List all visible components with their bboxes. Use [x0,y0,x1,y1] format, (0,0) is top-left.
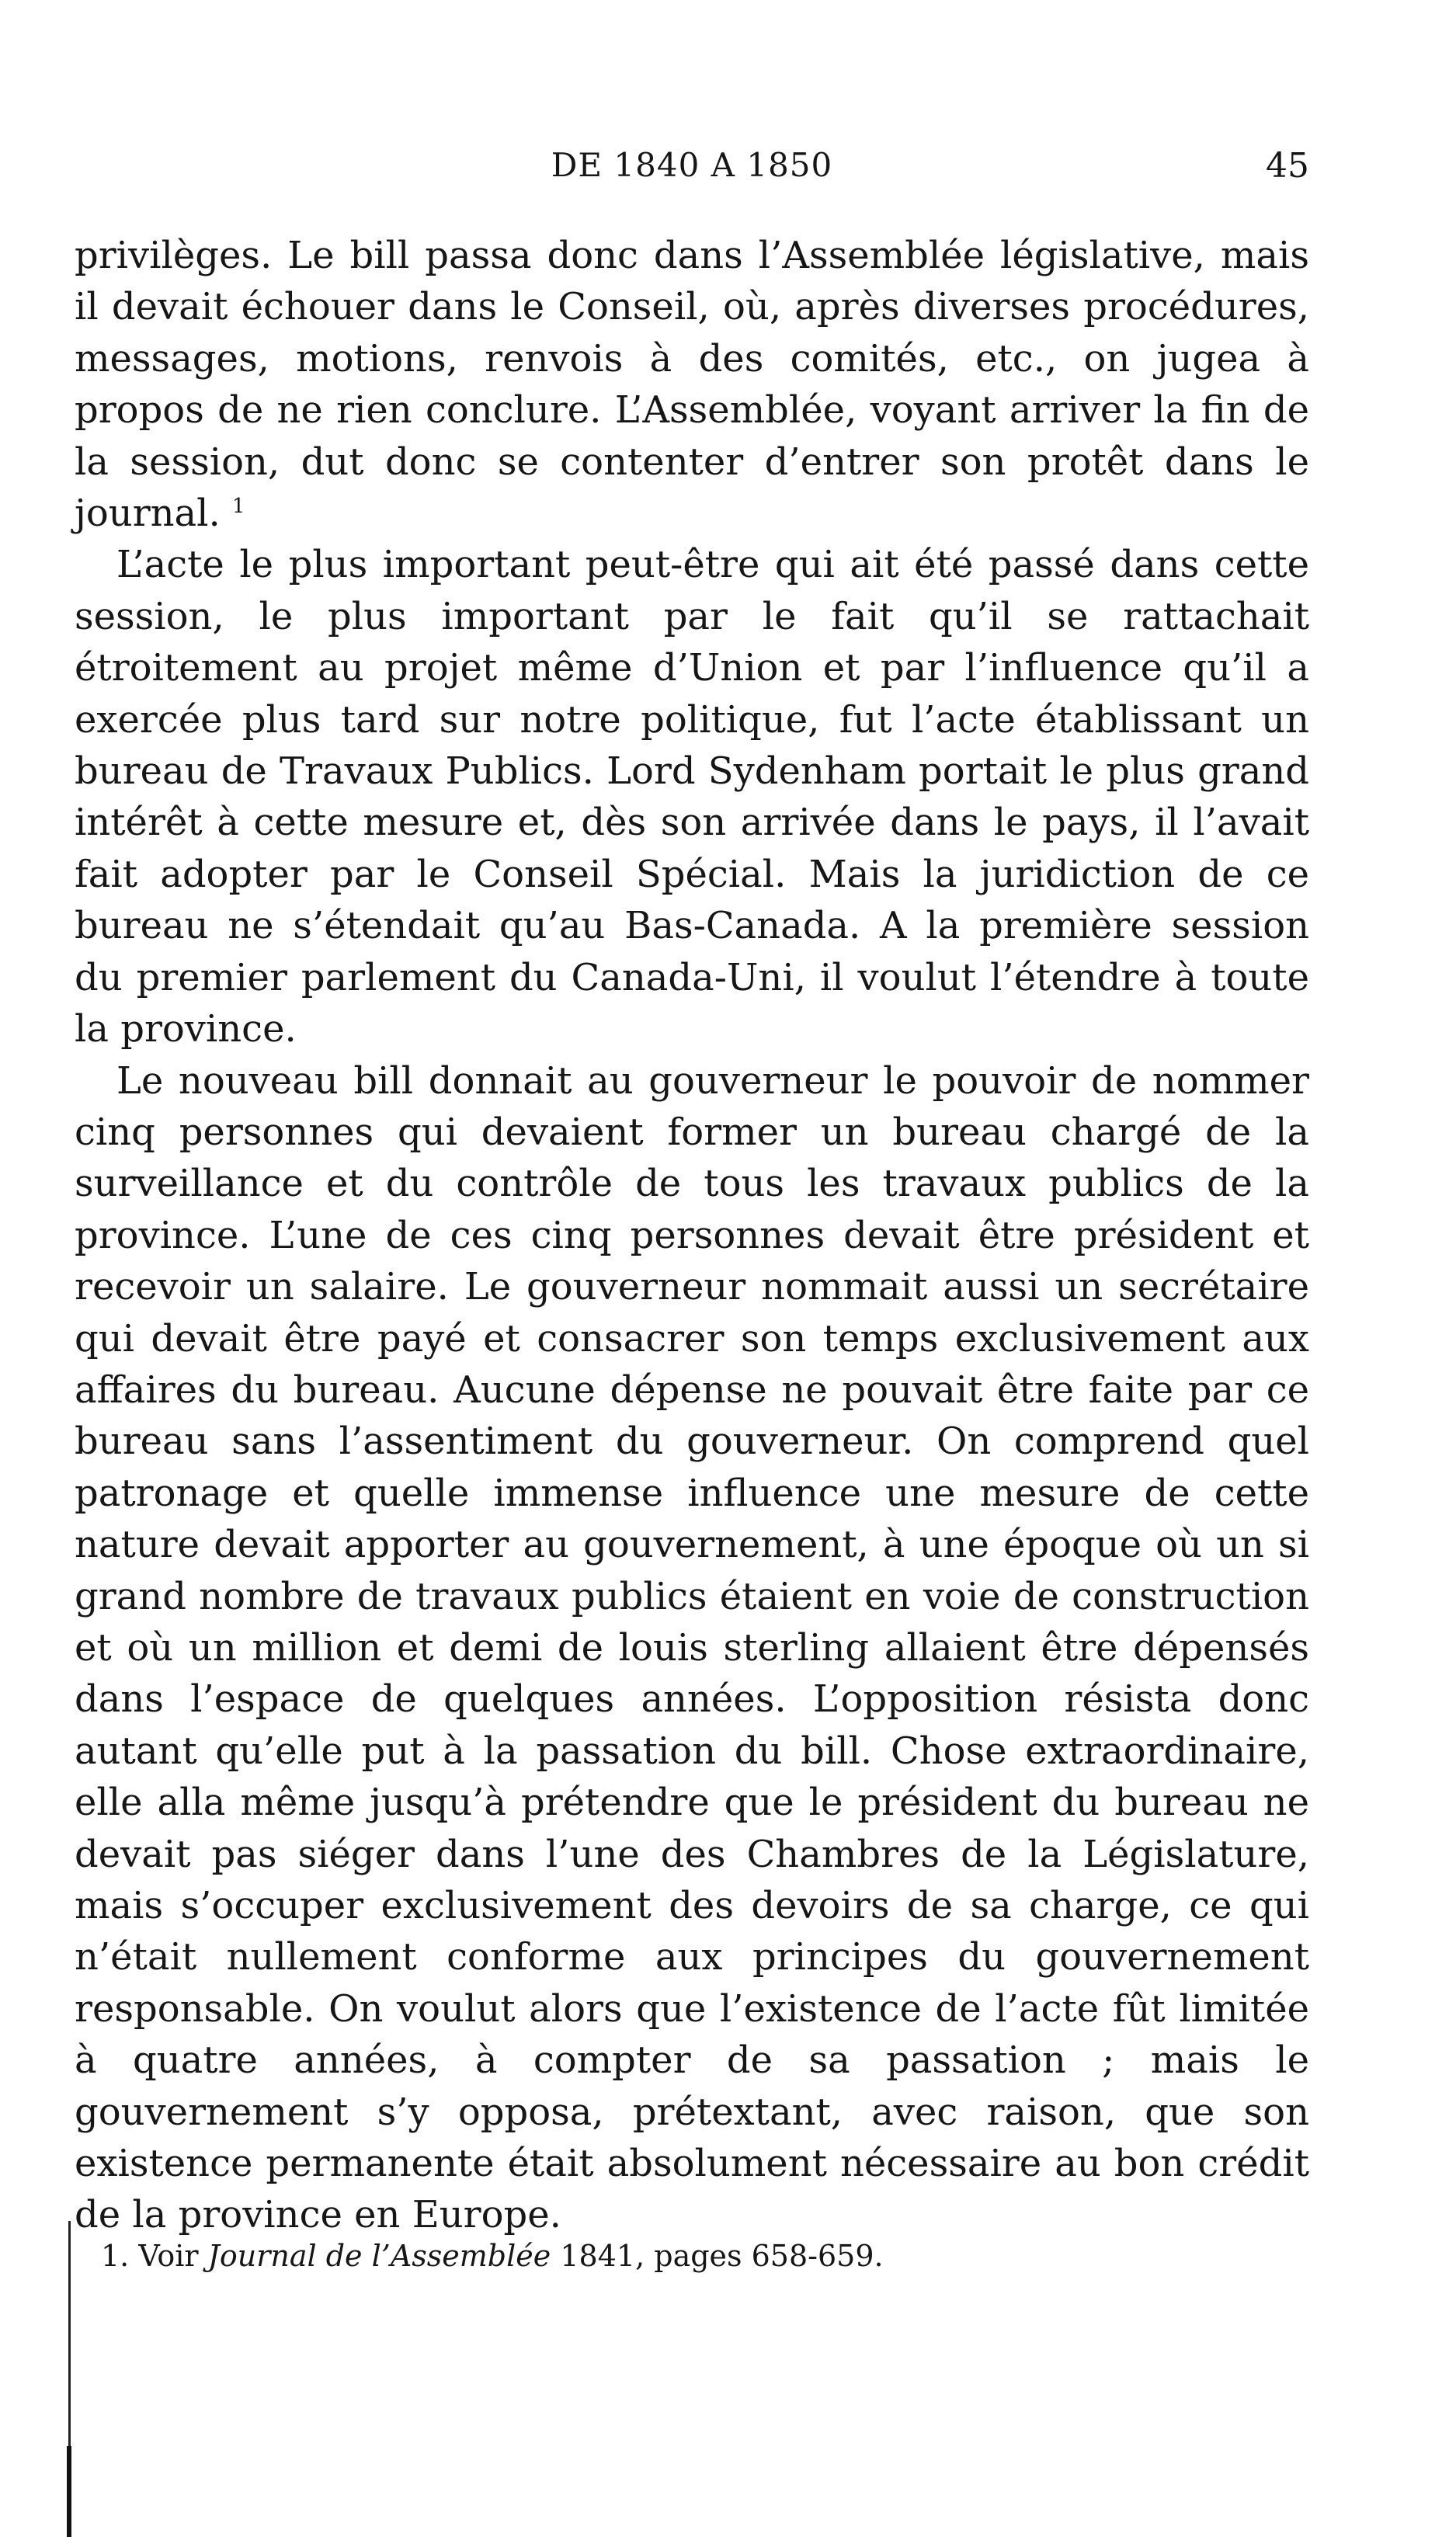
paragraph-3: Le nouveau bill donnait au gouverneur le pouvoir de nommer cinq personnes qui devaient former un bureau chargé de la surveillance et du contrôle de tous les travaux publics de la province. L’une de ces cinq personnes devait être président et recevoir un salaire. Le gouverneur nommait aussi un secrétaire qui devait être payé et consacrer son temps exclusivement aux affaires du bureau. Aucune dépense ne pouvait être faite par ce bureau sans l’assentiment du gouverneur. On comprend quel patronage et quelle immense influence une mesure de cette nature devait apporter au gouvernement, à une époque où un si grand nombre de travaux publics étaient en voie de construction et où un million et demi de louis sterling allaient être dépensés dans l’espace de quelques années. L’opposition résista donc autant qu’elle put à la passation du bill. Chose extraordinaire, elle alla même jusqu’à prétendre que le président du bureau ne devait pas siéger dans l’une des Chambres de la Législature, mais s’occuper exclusivement des devoirs de sa charge, ce qui n’était nullement conforme aux principes du gouvernement responsable. On voulut alors que l’existence de l’acte fût limitée à quatre années, à compter de sa passation ; mais le gouvernement s’y opposa, prétextant, avec raison, que son existence permanente était absolument nécessaire au bon crédit de la province en Europe. [75,1058,1309,2237]
footnote [101,2236,1297,2275]
running-head: DE 1840 A 1850 [551,146,833,184]
footnote-citation-title: Journal de l’Assemblée [207,2239,551,2273]
paragraph-1 [75,230,1309,539]
footnote-number: 1. [101,2239,130,2273]
footnote-citation-suffix: 1841, pages 658-659. [560,2239,884,2273]
footnote-prefix: Voir [138,2239,199,2273]
paragraph-2: L’acte le plus important peut-être qui ait été passé dans cette session, le plus important par le fait qu’il se rattachait étroitement au projet même d’Union et par l’influence qu’il a exercée plus tard sur notre politique, fut l’acte établissant un bureau de Travaux Publics. Lord Sydenham portait le plus grand intérêt à cette mesure et, dès son arrivée dans le pays, il l’avait fait adopter par le Conseil Spécial. Mais la juridiction de ce bureau ne s’étendait qu’au Bas-Canada. A la première session du premier parlement du Canada-Uni, il voulut l’étendre à toute la province. [75,543,1309,1051]
body-text [75,230,1309,2241]
page-header [75,146,1309,200]
footnote-reference: 1 [232,495,245,519]
paragraph-1-text: privilèges. Le bill passa donc dans l’Assemblée législative, mais il devait échouer dans le Conseil, où, après diverses procédures, messages, motions, renvois à des comités, etc., on jugea à propos de ne rien conclure. L’Assemblée, voyant arriver la fin de la session, dut donc se contenter d’entrer son protêt dans le journal. [75,234,1309,536]
scan-margin-edge [67,2446,71,2537]
page-number: 45 [1266,146,1309,186]
